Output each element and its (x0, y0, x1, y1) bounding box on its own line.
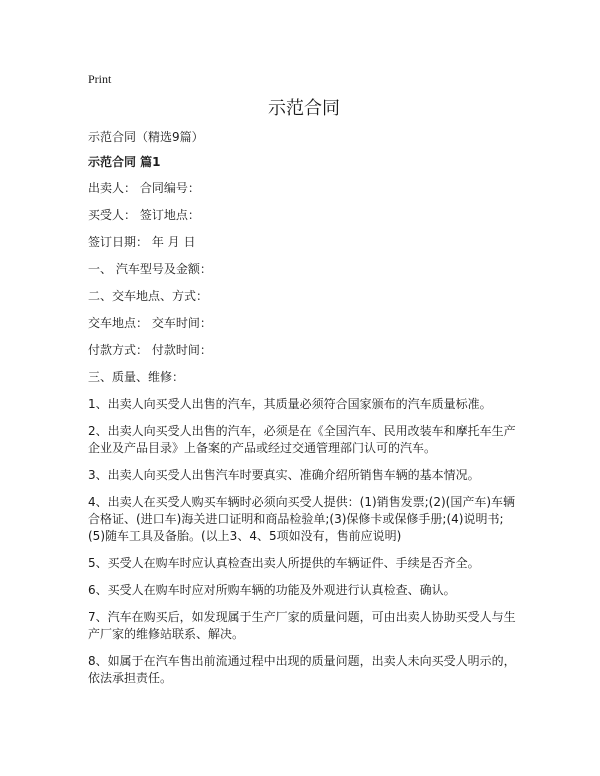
paragraph-section-three: 三、质量、维修： (88, 370, 185, 384)
paragraph-delivery: 交车地点： 交车时间： (88, 316, 212, 330)
paragraph-section-two: 二、交车地点、方式： (88, 289, 209, 303)
paragraph-clause-3: 3、出卖人向买受人出售汽车时要真实、准确介绍所销售车辆的基本情况。 (88, 468, 480, 482)
section-heading: 示范合同 篇1 (88, 155, 161, 169)
paragraph-clause-7: 7、汽车在购买后，如发现属于生产厂家的质量问题，可由出卖人协助买受人与生产厂家的维修站联系、解决。 (88, 610, 516, 641)
print-label: Print (88, 72, 112, 86)
paragraph-section-one: 一、 汽车型号及金额： (88, 262, 212, 276)
contract-body (88, 180, 520, 687)
paragraph-clause-1: 1、出卖人向买受人出售的汽车，其质量必须符合国家颁布的汽车质量标准。 (88, 397, 492, 411)
paragraph-clause-2: 2、出卖人向买受人出售的汽车，必须是在《全国汽车、民用改装车和摩托车生产企业及产品目录》上备案的产品或经过交通管理部门认可的汽车。 (88, 424, 516, 455)
paragraph-sign-date: 签订日期： 年 月 日 (88, 235, 196, 249)
paragraph-clause-6: 6、买受人在购车时应对所购车辆的功能及外观进行认真检查、确认。 (88, 583, 456, 597)
document-subtitle: 示范合同（精选9篇） (88, 130, 204, 144)
paragraph-buyer: 买受人： 签订地点： (88, 208, 200, 222)
document-title: 示范合同 (268, 98, 340, 119)
paragraph-seller: 出卖人： 合同编号： (88, 181, 200, 195)
paragraph-clause-4: 4、出卖人在买受人购买车辆时必须向买受人提供：(1)销售发票;(2)(国产车)车辆合格证、(进口车)海关进口证明和商品检验单;(3)保修卡或保修手册;(4)说明书;(5)随车工具及备胎。(以上3、4、5项如没有，售前应说明) (88, 495, 516, 543)
paragraph-payment: 付款方式： 付款时间： (88, 343, 212, 357)
paragraph-clause-8: 8、如属于在汽车售出前流通过程中出现的质量问题，出卖人未向买受人明示的，依法承担责任。 (88, 654, 516, 685)
paragraph-clause-5: 5、买受人在购车时应认真检查出卖人所提供的车辆证件、手续是否齐全。 (88, 556, 480, 570)
